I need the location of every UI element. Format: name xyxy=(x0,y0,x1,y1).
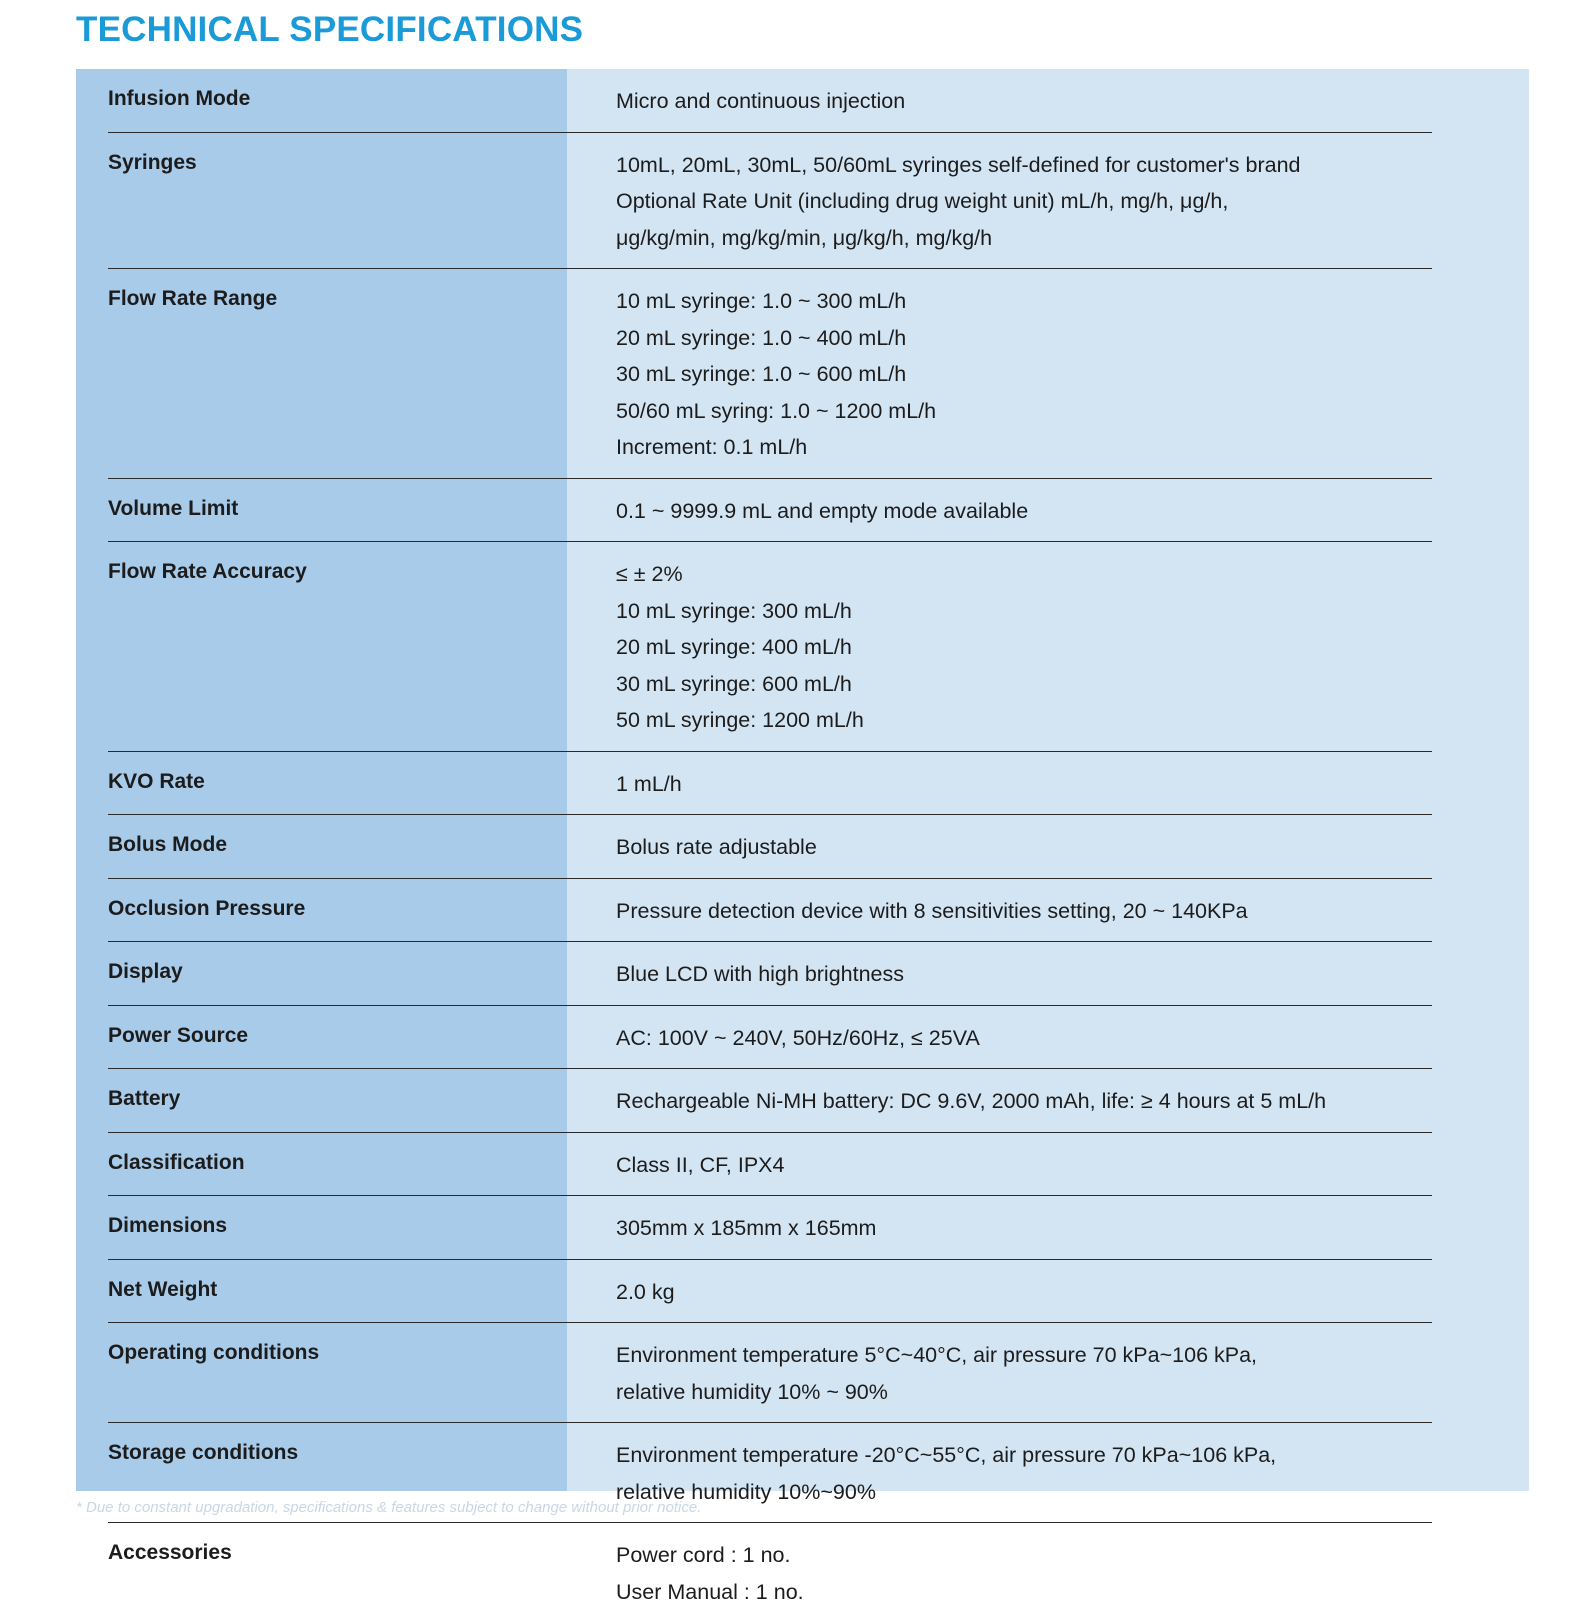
spec-label: Storage conditions xyxy=(108,1441,299,1464)
spec-value-line: 30 mL syringe: 600 mL/h xyxy=(616,671,852,696)
spec-row xyxy=(108,815,1432,879)
spec-value-line: Rechargeable Ni-MH battery: DC 9.6V, 2000 mAh, life: ≥ 4 hours at 5 mL/h xyxy=(616,1089,1327,1113)
spec-values xyxy=(567,1133,1432,1196)
spec-row xyxy=(108,1006,1432,1070)
spec-row xyxy=(108,269,1432,479)
spec-row xyxy=(108,879,1432,943)
spec-label: Power Source xyxy=(108,1023,249,1047)
spec-label: Infusion Mode xyxy=(108,87,251,110)
spec-row xyxy=(108,133,1432,270)
spec-label: KVO Rate xyxy=(108,769,205,793)
spec-values xyxy=(567,133,1432,269)
spec-row xyxy=(108,1133,1432,1197)
spec-values xyxy=(567,542,1432,751)
spec-label: Occlusion Pressure xyxy=(108,896,306,920)
spec-values xyxy=(567,69,1432,132)
spec-values xyxy=(567,479,1432,542)
spec-label: Volume Limit xyxy=(108,496,239,520)
spec-value-line: AC: 100V ~ 240V, 50Hz/60Hz, ≤ 25VA xyxy=(616,1025,980,1050)
spec-value-line: Blue LCD with high brightness xyxy=(616,962,905,986)
spec-label: Dimensions xyxy=(108,1214,228,1237)
spec-value-line: Pressure detection device with 8 sensitivities setting, 20 ~ 140KPa xyxy=(616,898,1248,923)
spec-values xyxy=(567,752,1432,815)
spec-values xyxy=(567,1523,1432,1622)
spec-values xyxy=(567,1260,1432,1323)
spec-row xyxy=(108,542,1432,752)
spec-values xyxy=(567,1196,1432,1259)
spec-row xyxy=(108,69,1432,133)
spec-row xyxy=(108,1523,1432,1622)
spec-value-line: 30 mL syringe: 1.0 ~ 600 mL/h xyxy=(616,362,907,386)
spec-label: Syringes xyxy=(108,150,197,174)
spec-value-line: 20 mL syringe: 1.0 ~ 400 mL/h xyxy=(616,325,907,350)
spec-value-line: Environment temperature -20°C~55°C, air pressure 70 kPa~106 kPa, xyxy=(616,1443,1277,1467)
footnote: * Due to constant upgradation, specifications & features subject to change without prior notice. xyxy=(76,1499,702,1516)
spec-value-line: 10 mL syringe: 1.0 ~ 300 mL/h xyxy=(616,289,907,313)
spec-value-line: Environment temperature 5°C~40°C, air pressure 70 kPa~106 kPa, xyxy=(616,1343,1258,1367)
spec-label: Accessories xyxy=(108,1541,232,1564)
spec-label: Display xyxy=(108,960,183,983)
spec-value-line: 0.1 ~ 9999.9 mL and empty mode available xyxy=(616,498,1029,523)
spec-value-line: Micro and continuous injection xyxy=(616,89,906,113)
spec-value-line: Bolus rate adjustable xyxy=(616,835,817,859)
spec-value-line: μg/kg/min, mg/kg/min, μg/kg/h, mg/kg/h xyxy=(616,225,993,250)
spec-row xyxy=(108,1260,1432,1324)
spec-value-line: 2.0 kg xyxy=(616,1279,675,1304)
spec-value-line: Increment: 0.1 mL/h xyxy=(616,435,808,459)
spec-row xyxy=(108,942,1432,1006)
spec-values xyxy=(567,1006,1432,1069)
spec-value-line: 20 mL syringe: 400 mL/h xyxy=(616,635,852,659)
spec-row xyxy=(108,752,1432,816)
spec-value-line: User Manual : 1 no. xyxy=(616,1579,804,1604)
spec-values xyxy=(567,815,1432,878)
spec-label: Net Weight xyxy=(108,1277,218,1301)
spec-table xyxy=(108,69,1432,1622)
spec-value-line: 10 mL syringe: 300 mL/h xyxy=(616,598,852,623)
spec-value-line: 1 mL/h xyxy=(616,771,682,796)
spec-value-line: Power cord : 1 no. xyxy=(616,1543,791,1567)
spec-label: Flow Rate Accuracy xyxy=(108,560,307,583)
spec-label: Operating conditions xyxy=(108,1341,320,1364)
spec-label: Battery xyxy=(108,1087,181,1110)
spec-value-line: ≤ ± 2% xyxy=(616,562,683,586)
spec-value-line: 305mm x 185mm x 165mm xyxy=(616,1216,877,1240)
spec-value-line: relative humidity 10% ~ 90% xyxy=(616,1379,888,1404)
spec-values xyxy=(567,879,1432,942)
spec-values xyxy=(567,942,1432,1005)
spec-value-line: Class II, CF, IPX4 xyxy=(616,1152,785,1177)
spec-values xyxy=(567,1323,1432,1422)
spec-row xyxy=(108,1323,1432,1423)
spec-values xyxy=(567,1069,1432,1132)
spec-row xyxy=(108,1196,1432,1260)
spec-value-line: 50/60 mL syring: 1.0 ~ 1200 mL/h xyxy=(616,398,937,423)
spec-value-line: relative humidity 10%~90% xyxy=(616,1479,876,1504)
spec-values xyxy=(567,269,1432,478)
spec-value-line: Optional Rate Unit (including drug weight unit) mL/h, mg/h, μg/h, xyxy=(616,189,1229,213)
spec-value-line: 10mL, 20mL, 30mL, 50/60mL syringes self-defined for customer's brand xyxy=(616,152,1301,177)
spec-label: Bolus Mode xyxy=(108,833,227,856)
spec-value-line: 50 mL syringe: 1200 mL/h xyxy=(616,708,864,732)
spec-label: Classification xyxy=(108,1150,245,1174)
page-title: TECHNICAL SPECIFICATIONS xyxy=(76,10,584,49)
spec-row xyxy=(108,1069,1432,1133)
spec-label: Flow Rate Range xyxy=(108,287,278,310)
spec-row xyxy=(108,479,1432,543)
